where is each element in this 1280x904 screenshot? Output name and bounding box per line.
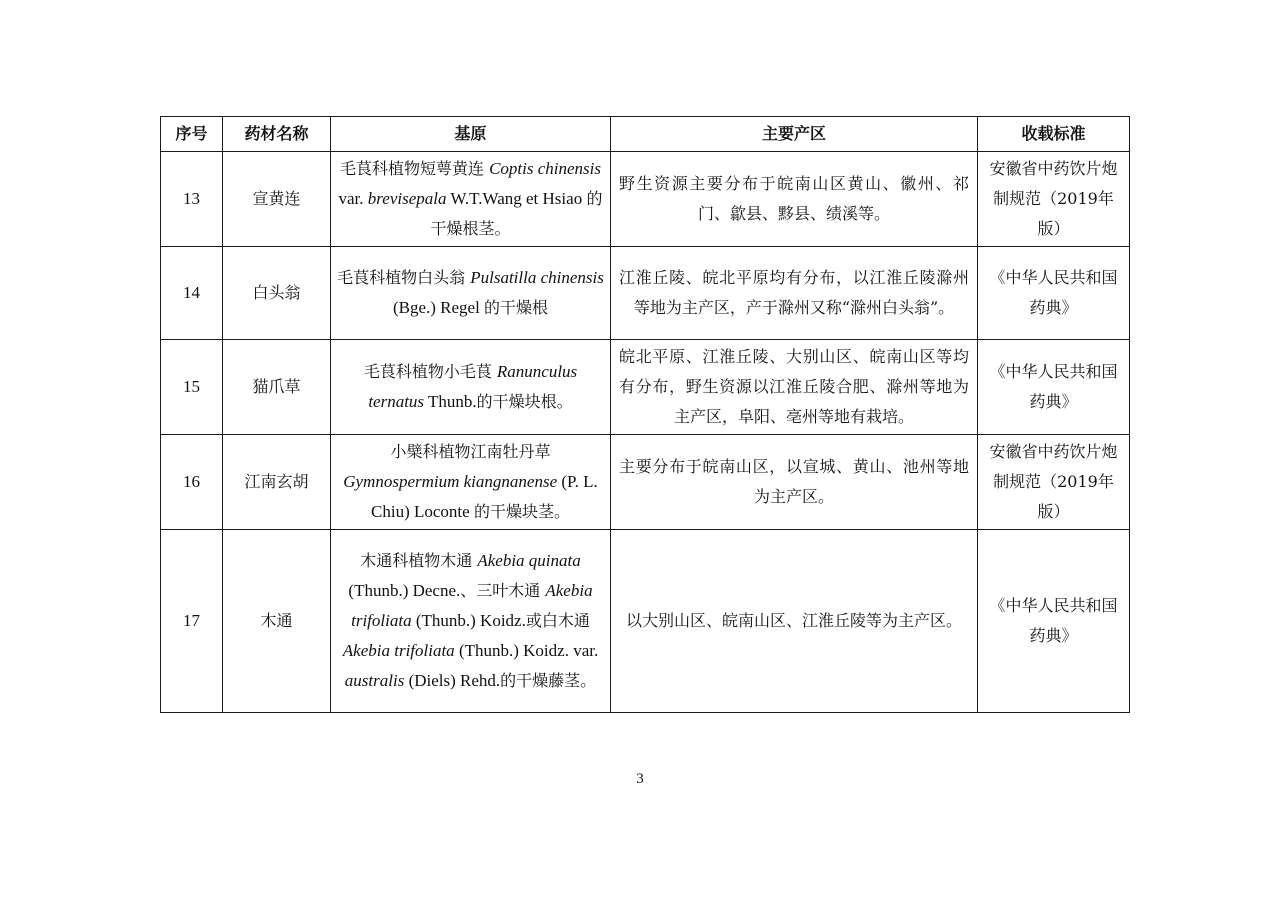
latin-name: Akebia trifoliata	[342, 641, 455, 660]
recording-standard: 《中华人民共和国药典》	[978, 247, 1130, 340]
production-region: 主要分布于皖南山区，以宣城、黄山、池州等地为主产区。	[611, 435, 978, 530]
latin-name: brevisepala	[367, 189, 447, 208]
recording-standard: 安徽省中药饮片炮制规范（2019年版）	[978, 435, 1130, 530]
latin-authority: (P. L. Chiu) Loconte	[371, 472, 598, 521]
row-number: 15	[161, 340, 223, 435]
herb-name: 宣黄连	[223, 152, 331, 247]
recording-standard: 安徽省中药饮片炮制规范（2019年版）	[978, 152, 1130, 247]
latin-authority: var.	[338, 189, 368, 208]
herb-name: 江南玄胡	[223, 435, 331, 530]
origin-text: 的干燥藤茎。	[500, 671, 597, 690]
origin-text: 或白木通	[525, 611, 590, 630]
origin-text: 小檗科植物江南牡丹草	[390, 442, 551, 461]
latin-name: Pulsatilla chinensis	[470, 268, 604, 287]
latin-authority: (Diels) Rehd.	[404, 671, 501, 690]
header-herb-name: 药材名称	[223, 117, 331, 152]
origin-text: 、三叶木通	[460, 581, 546, 600]
table-body	[161, 152, 1130, 713]
table-row	[161, 340, 1130, 435]
latin-name: Coptis chinensis	[489, 159, 601, 178]
header-origin: 基原	[331, 117, 611, 152]
herb-origin	[331, 247, 611, 340]
origin-text: 的干燥块根。	[476, 392, 573, 411]
origin-text: 的干燥块茎。	[473, 502, 570, 521]
herb-origin	[331, 340, 611, 435]
latin-name: Akebia quinata	[477, 551, 581, 570]
latin-name: Gymnospermium kiangnanense	[343, 472, 558, 491]
header-standard: 收载标准	[978, 117, 1130, 152]
herb-origin	[331, 152, 611, 247]
herb-origin	[331, 530, 611, 713]
production-region: 以大别山区、皖南山区、江淮丘陵等为主产区。	[611, 530, 978, 713]
latin-authority: (Thunb.) Koidz.	[411, 611, 526, 630]
table-header-row	[161, 117, 1130, 152]
table-row	[161, 530, 1130, 713]
origin-text: 的干燥根	[484, 298, 549, 317]
header-region: 主要产区	[611, 117, 978, 152]
latin-authority: (Bge.) Regel	[392, 298, 485, 317]
recording-standard: 《中华人民共和国药典》	[978, 340, 1130, 435]
row-number: 13	[161, 152, 223, 247]
latin-authority: Thunb.	[424, 392, 477, 411]
recording-standard: 《中华人民共和国药典》	[978, 530, 1130, 713]
table-row	[161, 435, 1130, 530]
header-number: 序号	[161, 117, 223, 152]
origin-text: 毛茛科植物白头翁	[337, 268, 471, 287]
latin-authority: (Thunb.) Decne.	[348, 581, 461, 600]
latin-authority: (Thunb.) Koidz. var.	[454, 641, 599, 660]
latin-name: Akebia trifoliata	[351, 581, 593, 630]
production-region: 皖北平原、江淮丘陵、大别山区、皖南山区等均有分布，野生资源以江淮丘陵合肥、滁州等地为主产区，阜阳、亳州等地有栽培。	[611, 340, 978, 435]
latin-name: Ranunculus ternatus	[368, 362, 578, 411]
herb-table	[160, 116, 1130, 713]
row-number: 16	[161, 435, 223, 530]
row-number: 17	[161, 530, 223, 713]
herb-name: 木通	[223, 530, 331, 713]
herb-origin	[331, 435, 611, 530]
latin-name: australis	[344, 671, 405, 690]
herb-name: 猫爪草	[223, 340, 331, 435]
table-row	[161, 247, 1130, 340]
herb-name: 白头翁	[223, 247, 331, 340]
production-region: 野生资源主要分布于皖南山区黄山、徽州、祁门、歙县、黟县、绩溪等。	[611, 152, 978, 247]
row-number: 14	[161, 247, 223, 340]
page-number: 3	[636, 771, 644, 787]
latin-authority: W.T.Wang et Hsiao	[446, 189, 587, 208]
origin-text: 毛茛科植物短萼黄连	[339, 159, 490, 178]
production-region: 江淮丘陵、皖北平原均有分布，以江淮丘陵滁州等地为主产区，产于滁州又称“滁州白头翁”。	[611, 247, 978, 340]
origin-text: 木通科植物木通	[360, 551, 478, 570]
table-row	[161, 152, 1130, 247]
origin-text: 的干燥根茎。	[430, 189, 603, 238]
origin-text: 毛茛科植物小毛茛	[363, 362, 497, 381]
